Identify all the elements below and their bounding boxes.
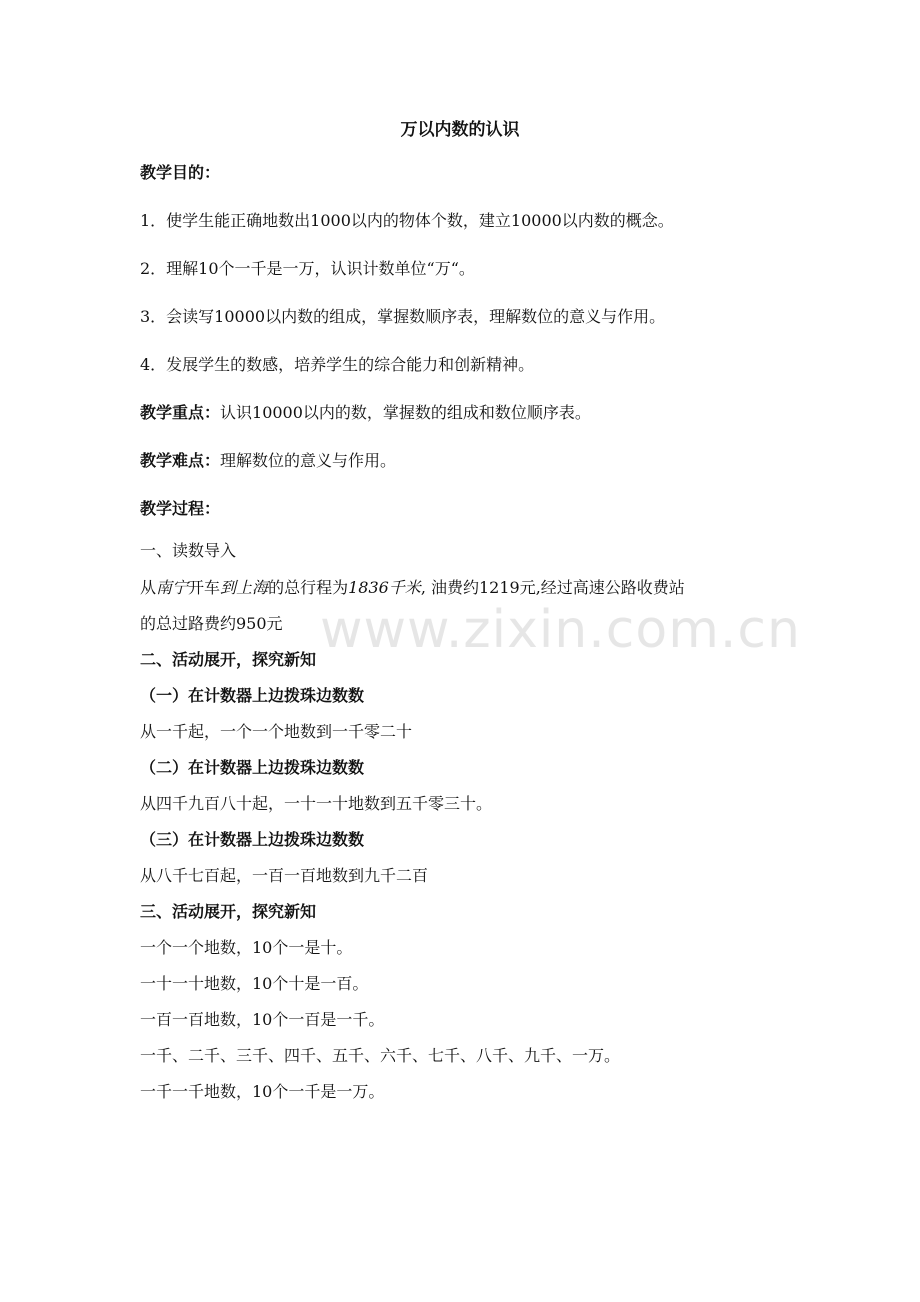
- process-heading: 教学过程：: [140, 499, 221, 518]
- intro-place-shanghai: 到上海: [220, 578, 269, 597]
- sub1-text: 从一千起，一个一个地数到一千零二十: [140, 722, 413, 741]
- section2-title: 二、活动展开，探究新知: [140, 650, 317, 669]
- intro-part: 从: [140, 578, 157, 597]
- intro-part: 的总行程为: [268, 578, 349, 597]
- section3-line-4: 一千、二千、三千、四千、五千、六千、七千、八千、九千、一万。: [140, 1046, 621, 1065]
- objective-item-1: 1．使学生能正确地数出1000以内的物体个数，建立10000以内数的概念。: [140, 211, 674, 230]
- section3-line-2: 一十一十地数，10个十是一百。: [140, 974, 369, 993]
- key-point-label: 教学重点：: [140, 403, 221, 422]
- objectives-heading: 教学目的：: [140, 163, 221, 182]
- objective-item-2: 2．理解10个一千是一万，认识计数单位“万“。: [140, 259, 475, 278]
- intro-part: 开车: [188, 578, 221, 597]
- intro-line-1: [140, 577, 685, 599]
- section3-line-5: 一千一千地数，10个一千是一万。: [140, 1082, 385, 1101]
- page-title: 万以内数的认识: [400, 120, 520, 140]
- sub2-title: （二）在计数器上边拨珠边数数: [140, 758, 365, 777]
- sub1-title: （一）在计数器上边拨珠边数数: [140, 686, 365, 705]
- difficulty-text: 理解数位的意义与作用。: [220, 451, 397, 470]
- intro-place-nanning: 南宁: [156, 578, 189, 597]
- difficulty: [140, 450, 396, 472]
- objective-item-3: 3．会读写10000以内数的组成，掌握数顺序表，理解数位的意义与作用。: [140, 307, 666, 326]
- section3-title: 三、活动展开，探究新知: [140, 902, 317, 921]
- sub3-text: 从八千七百起，一百一百地数到九千二百: [140, 866, 429, 885]
- sub3-title: （三）在计数器上边拨珠边数数: [140, 830, 365, 849]
- key-point-text: 认识10000以内的数，掌握数的组成和数位顺序表。: [220, 403, 591, 422]
- sub2-text: 从四千九百八十起，一十一十地数到五千零三十。: [140, 794, 493, 813]
- section3-line-3: 一百一百地数，10个一百是一千。: [140, 1010, 385, 1029]
- section1-title: 一、读数导入: [140, 541, 237, 560]
- watermark: www.zixin.com.cn: [320, 600, 801, 660]
- difficulty-label: 教学难点：: [140, 451, 221, 470]
- section3-line-1: 一个一个地数，10个一是十。: [140, 938, 353, 957]
- objective-item-4: 4．发展学生的数感，培养学生的综合能力和创新精神。: [140, 355, 535, 374]
- intro-distance: 1836千米: [348, 578, 421, 597]
- key-point: [140, 402, 591, 424]
- intro-line-2: 的总过路费约950元: [140, 614, 283, 633]
- intro-part: , 油费约1219元,经过高速公路收费站: [420, 578, 685, 597]
